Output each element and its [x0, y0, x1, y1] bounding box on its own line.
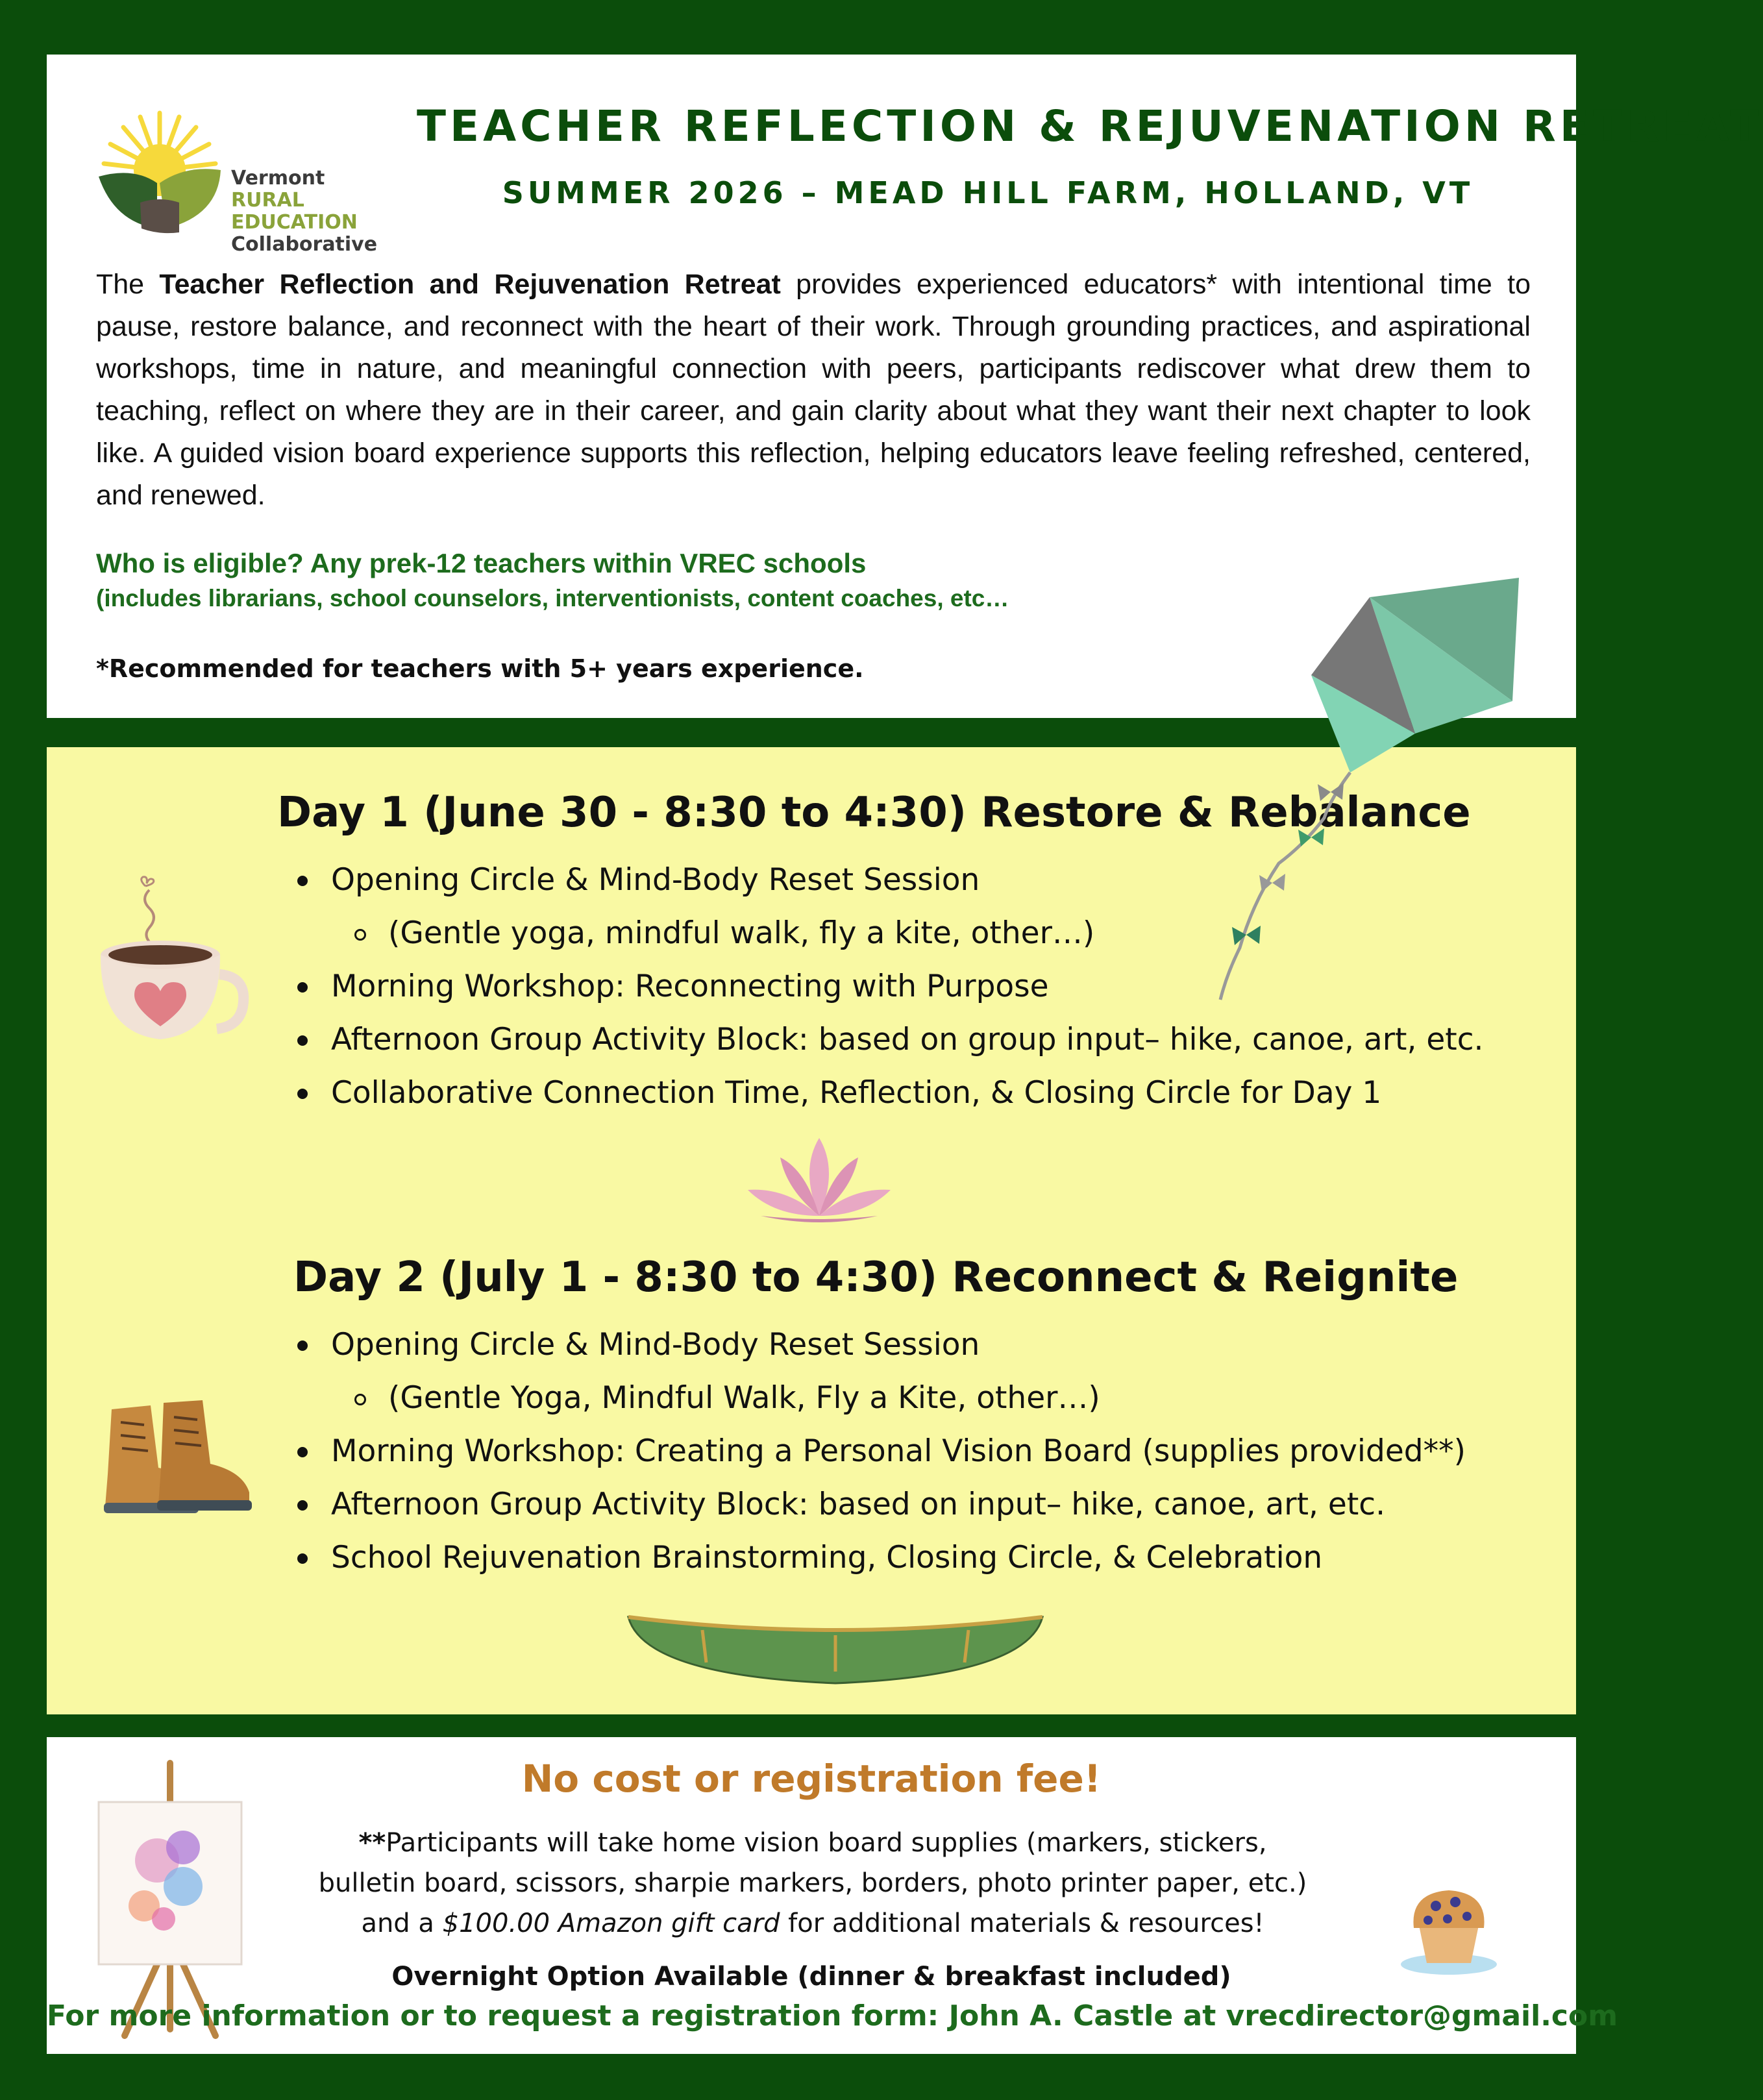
hiking-boots-icon [99, 1396, 261, 1520]
list-item: Afternoon Group Activity Block: based on input– hike, canoe, art, etc. [293, 1478, 1466, 1531]
supplies-text-1: Participants will take home vision board supplies (markers, stickers, [386, 1828, 1267, 1858]
logo-line-rural: RURAL [231, 189, 304, 212]
page-title: TEACHER REFLECTION & REJUVENATION RETREAT [417, 101, 1763, 151]
list-item: (Gentle yoga, mindful walk, fly a kite, other…) [293, 907, 1484, 960]
blueberry-muffin-icon [1397, 1873, 1501, 1977]
sunrise-logo-icon [95, 105, 225, 235]
day2-title: Day 2 (July 1 - 8:30 to 4:30) Reconnect & Reignite [293, 1254, 1459, 1302]
logo-line-collaborative: Collaborative [231, 233, 378, 256]
supplies-text-3c: for additional materials & resources! [780, 1909, 1264, 1938]
intro-paragraph [96, 264, 1531, 517]
supplies-line-2: bulletin board, scissors, sharpie markers, borders, photo printer paper, etc.) [318, 1868, 1307, 1898]
list-item: Morning Workshop: Reconnecting with Purpose [293, 960, 1484, 1013]
page-subtitle: SUMMER 2026 – MEAD HILL FARM, HOLLAND, VT [502, 175, 1474, 210]
footer-panel [47, 1737, 1618, 2054]
intro-lead: The [96, 269, 160, 300]
intro-bold: Teacher Reflection and Rejuvenation Retreat [159, 269, 781, 300]
logo-line-education: EDUCATION [231, 211, 358, 234]
lotus-flower-icon [735, 1125, 904, 1229]
eligibility-block [96, 545, 1329, 615]
list-item: Morning Workshop: Creating a Personal Vision Board (supplies provided**) [293, 1425, 1466, 1478]
recommended-note: *Recommended for teachers with 5+ years experience. [96, 654, 864, 683]
intro-rest: provides experienced educators* with intentional time to pause, restore balance, and reconnect with the heart of their work. Through grounding practices, and aspirational workshops, time in nature, and meaningful connection with peers, participants rediscover what drew them to teaching, reflect on where they are in their career, and gain clarity about what they want their next chapter to look like. A guided vision board experience supports this reflection, helping educators leave feeling refreshed, centered, and renewed. [96, 269, 1531, 511]
vrec-logo [95, 105, 393, 280]
logo-line-vermont: Vermont [231, 167, 325, 190]
gift-card-text: $100.00 Amazon gift card [442, 1909, 780, 1938]
contact-line: For more information or to request a registration form: John A. Castle at vrecdirector@gmail.com [47, 1999, 1618, 2032]
supplies-line-3 [177, 1903, 1449, 1944]
list-item: Opening Circle & Mind-Body Reset Session [293, 854, 1484, 907]
day2-list [293, 1318, 1466, 1585]
list-item: (Gentle Yoga, Mindful Walk, Fly a Kite, other…) [293, 1372, 1466, 1425]
coffee-mug-icon [92, 877, 248, 1059]
day1-title: Day 1 (June 30 - 8:30 to 4:30) Restore & Rebalance [277, 789, 1471, 837]
canoe-icon [624, 1604, 1046, 1688]
eligibility-line-1: Who is eligible? Any prek-12 teachers within VREC schools [96, 548, 867, 578]
supplies-line-1 [177, 1823, 1449, 1863]
supplies-text-3a: and a [361, 1909, 443, 1938]
kite-icon [1201, 565, 1564, 1013]
eligibility-line-2: (includes librarians, school counselors, interventionists, content coaches, etc… [96, 585, 1009, 611]
list-item: Collaborative Connection Time, Reflection, & Closing Circle for Day 1 [293, 1067, 1484, 1120]
supplies-mark: ** [358, 1828, 386, 1858]
no-cost-heading: No cost or registration fee! [521, 1757, 1102, 1801]
list-item: Afternoon Group Activity Block: based on group input– hike, canoe, art, etc. [293, 1013, 1484, 1067]
list-item: School Rejuvenation Brainstorming, Closing Circle, & Celebration [293, 1531, 1466, 1585]
overnight-note: Overnight Option Available (dinner & breakfast included) [391, 1962, 1231, 1992]
list-item: Opening Circle & Mind-Body Reset Session [293, 1318, 1466, 1372]
